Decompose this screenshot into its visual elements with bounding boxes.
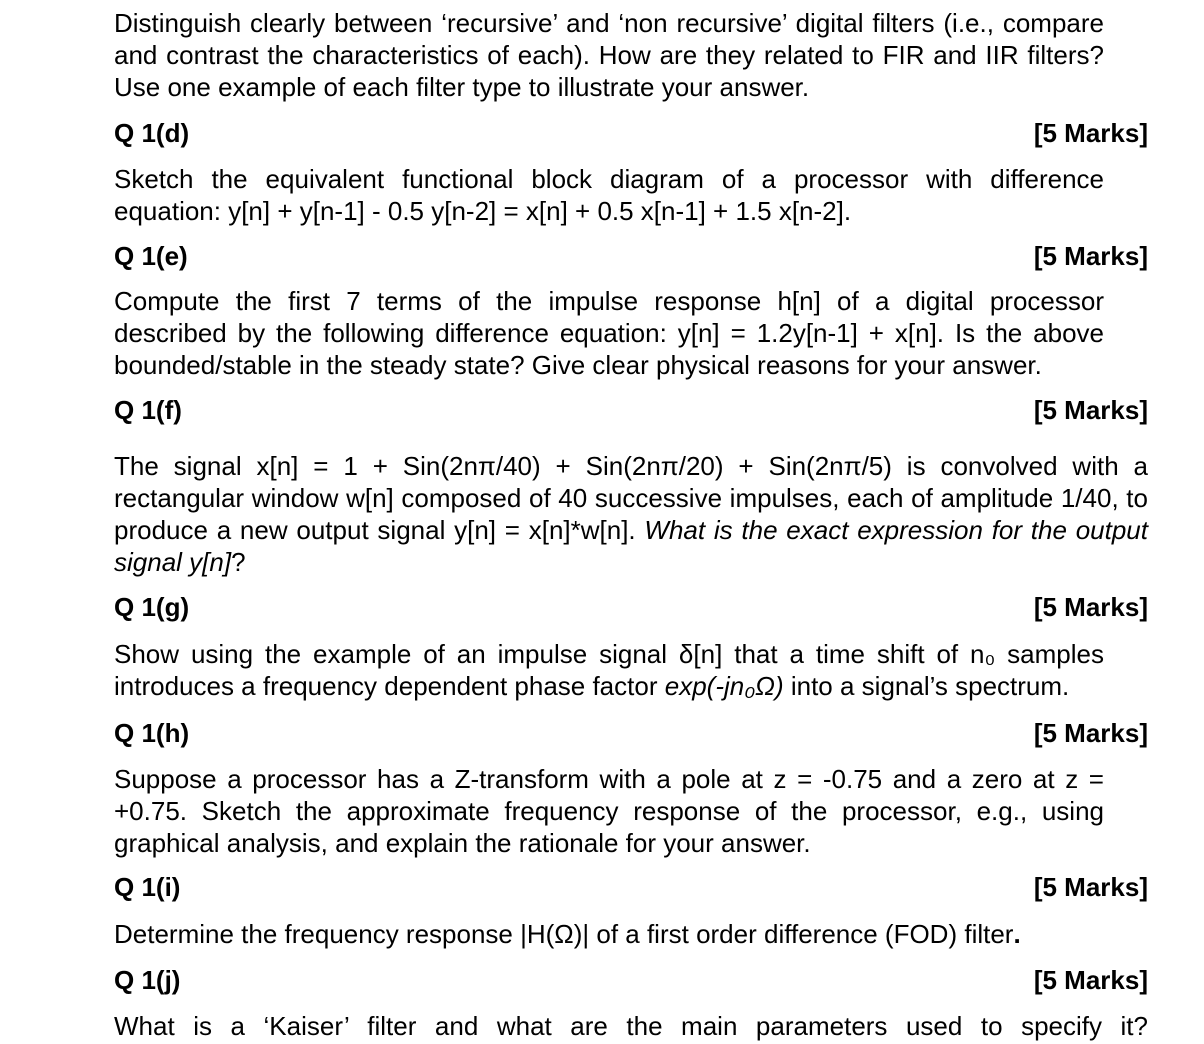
question-italic-text: What is the exact expression for the output signal y[n]: [114, 515, 1148, 577]
question-end: ?: [231, 547, 246, 577]
marks-label: [5 Marks]: [1033, 872, 1148, 902]
question-heading-q1d: [114, 117, 1148, 149]
marks-label: [5 Marks]: [1033, 395, 1148, 425]
question-text-q1h: Suppose a processor has a Z-transform with a pole at z = -0.75 and a zero at z = +0.75. Sketch the approximate frequency response of the processor, e.g., using graphical analysis, and explain the rationale for your answer.: [114, 764, 1104, 858]
question-label: Q 1(j): [114, 965, 181, 995]
marks-label: [5 Marks]: [1033, 118, 1148, 148]
question-body: The signal x[n] = 1 + Sin(2nπ/40) + Sin(2nπ/20) + Sin(2nπ/5) is convolved with a rectangular window w[n] composed of 40 successive impulses, each of amplitude 1/40, to produce a new output signal y[n] = x[n]*w[n].: [114, 451, 1148, 545]
question-text-q1d: Sketch the equivalent functional block diagram of a processor with difference equation: y[n] + y[n-1] - 0.5 y[n-2] = x[n] + 0.5 x[n-1] + 1.5 x[n-2].: [114, 164, 1104, 226]
question-text-q1i: [114, 918, 1104, 950]
question-label: Q 1(e): [114, 241, 188, 271]
question-label: Q 1(h): [114, 718, 190, 748]
question-end: .: [1013, 919, 1021, 949]
marks-label: [5 Marks]: [1033, 965, 1148, 995]
question-body: Show using the example of an impulse signal δ[n] that a time shift of n₀ samples introduces a frequency dependent phase factor: [114, 639, 1104, 701]
question-heading-q1f: [114, 394, 1148, 426]
question-text-q1f: [114, 450, 1148, 578]
marks-label: [5 Marks]: [1033, 718, 1148, 748]
question-text-q1g: [114, 638, 1104, 702]
intro-question-text: Distinguish clearly between ‘recursive’ and ‘non recursive’ digital filters (i.e., compare and contrast the characteristics of each). How are they related to FIR and IIR filters? Use one example of each filter type to illustrate your answer.: [114, 8, 1104, 102]
question-italic-text: exp(-jn₀Ω): [664, 671, 784, 701]
question-label: Q 1(f): [114, 395, 182, 425]
question-end: into a signal’s spectrum.: [790, 671, 1070, 701]
question-heading-q1g: [114, 591, 1148, 623]
question-label: Q 1(i): [114, 872, 181, 902]
marks-label: [5 Marks]: [1033, 241, 1148, 271]
question-text-q1j: What is a ‘Kaiser’ filter and what are the main parameters used to specify it?: [114, 1011, 1148, 1041]
question-heading-q1j: [114, 964, 1148, 996]
marks-label: [5 Marks]: [1033, 592, 1148, 622]
question-heading-q1i: [114, 871, 1148, 903]
question-text-q1e: Compute the first 7 terms of the impulse response h[n] of a digital processor described by the following difference equation: y[n] = 1.2y[n-1] + x[n]. Is the above bounded/stable in the steady state? Give clear physical reasons for your answer.: [114, 286, 1104, 380]
question-label: Q 1(d): [114, 118, 190, 148]
question-heading-q1e: [114, 240, 1148, 272]
question-heading-q1h: [114, 717, 1148, 749]
question-body: Determine the frequency response |H(Ω)| of a first order difference (FOD) filter: [114, 919, 1014, 949]
question-label: Q 1(g): [114, 592, 190, 622]
